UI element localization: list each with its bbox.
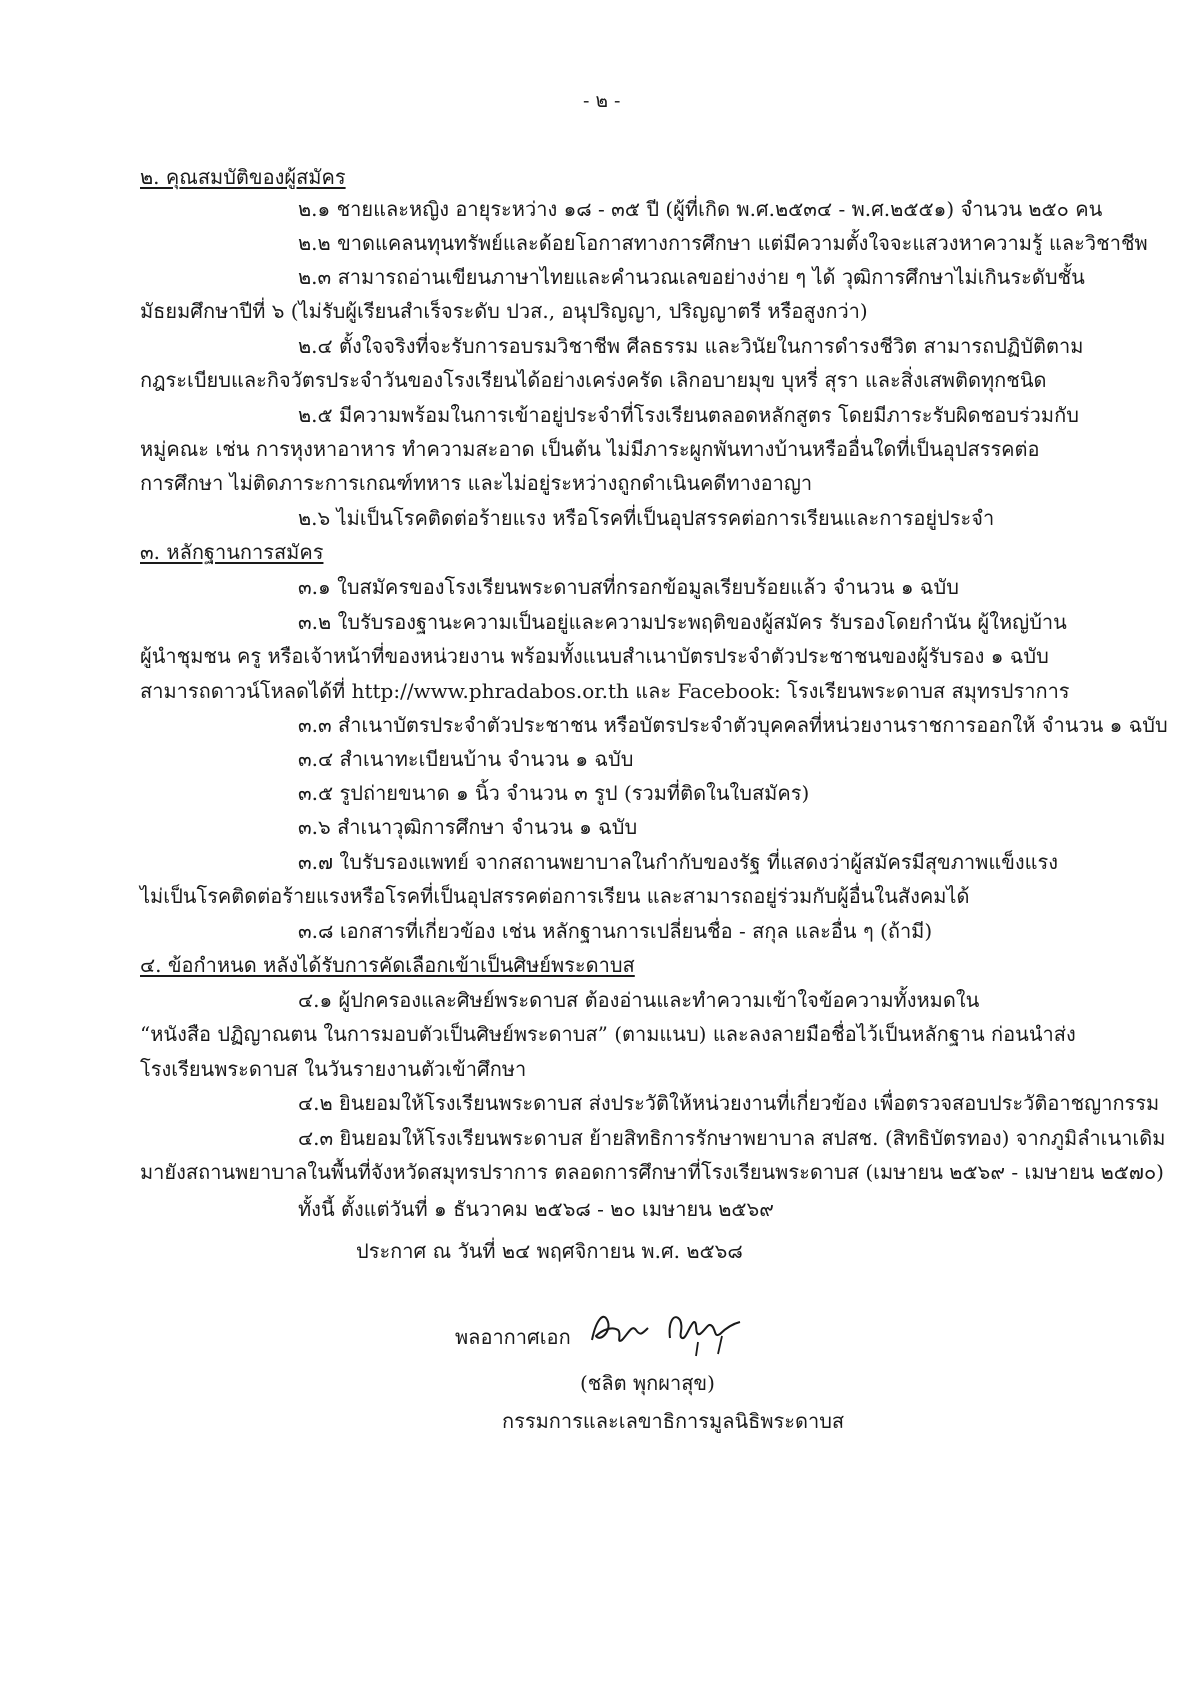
item-3-4: ๓.๔ สำเนาทะเบียนบ้าน จำนวน ๑ ฉบับ bbox=[298, 747, 634, 771]
item-3-2-line3: สามารถดาวน์โหลดได้ที่ http://www.phradabos.or.th และ Facebook: โรงเรียนพระดาบส สมุทรปราการ bbox=[140, 679, 1070, 703]
item-4-3-line1: ๔.๓ ยินยอมให้โรงเรียนพระดาบส ย้ายสิทธิการรักษาพยาบาล สปสช. (สิทธิบัตรทอง) จากภูมิลำเนาเดิม bbox=[298, 1126, 1166, 1150]
item-3-7-line1: ๓.๗ ใบรับรองแพทย์ จากสถานพยาบาลในกำกับของรัฐ ที่แสดงว่าผู้สมัครมีสุขภาพแข็งแรง bbox=[298, 850, 1059, 874]
section-2-heading: ๒. คุณสมบัติของผู้สมัคร bbox=[140, 165, 346, 189]
item-2-5-line3: การศึกษา ไม่ติดภาระการเกณฑ์ทหาร และไม่อยู่ระหว่างถูกดำเนินคดีทางอาญา bbox=[140, 471, 813, 495]
item-2-5-line2: หมู่คณะ เช่น การหุงหาอาหาร ทำความสะอาด เป็นต้น ไม่มีภาระผูกพันทางบ้านหรืออื่นใดที่เป็นอุปสรรคต่อ bbox=[140, 437, 1040, 461]
signatory-rank: พลอากาศเอก bbox=[455, 1325, 571, 1349]
signatory-name: (ชลิต พุกผาสุข) bbox=[580, 1371, 715, 1395]
page-number: - ๒ - bbox=[583, 90, 621, 112]
item-3-7-line2: ไม่เป็นโรคติดต่อร้ายแรงหรือโรคที่เป็นอุปสรรคต่อการเรียน และสามารถอยู่ร่วมกับผู้อื่นในสังคมได้ bbox=[140, 884, 970, 908]
item-3-6: ๓.๖ สำเนาวุฒิการศึกษา จำนวน ๑ ฉบับ bbox=[298, 815, 638, 839]
announcement-date: ประกาศ ณ วันที่ ๒๔ พฤศจิกายน พ.ศ. ๒๕๖๘ bbox=[356, 1239, 743, 1263]
section-4-heading: ๔. ข้อกำหนด หลังได้รับการคัดเลือกเข้าเป็นศิษย์พระดาบส bbox=[140, 953, 635, 977]
item-2-6: ๒.๖ ไม่เป็นโรคติดต่อร้ายแรง หรือโรคที่เป็นอุปสรรคต่อการเรียนและการอยู่ประจำ bbox=[298, 506, 995, 530]
item-4-2: ๔.๒ ยินยอมให้โรงเรียนพระดาบส ส่งประวัติให้หน่วยงานที่เกี่ยวข้อง เพื่อตรวจสอบประวัติอาชญากรรม bbox=[298, 1091, 1160, 1115]
section-3-heading: ๓. หลักฐานการสมัคร bbox=[140, 540, 324, 564]
item-3-2-line1: ๓.๒ ใบรับรองฐานะความเป็นอยู่และความประพฤติของผู้สมัคร รับรองโดยกำนัน ผู้ใหญ่บ้าน bbox=[298, 610, 1067, 634]
announcement-period: ทั้งนี้ ตั้งแต่วันที่ ๑ ธันวาคม ๒๕๖๘ - ๒๐ เมษายน ๒๕๖๙ bbox=[298, 1197, 774, 1221]
item-3-5: ๓.๕ รูปถ่ายขนาด ๑ นิ้ว จำนวน ๓ รูป (รวมที่ติดในใบสมัคร) bbox=[298, 781, 810, 805]
item-2-2: ๒.๒ ขาดแคลนทุนทรัพย์และด้อยโอกาสทางการศึกษา แต่มีความตั้งใจจะแสวงหาความรู้ และวิชาชีพ bbox=[298, 231, 1148, 255]
item-2-1: ๒.๑ ชายและหญิง อายุระหว่าง ๑๘ - ๓๕ ปี (ผู้ที่เกิด พ.ศ.๒๕๓๔ - พ.ศ.๒๕๕๑) จำนวน ๒๕๐ คน bbox=[298, 197, 1103, 221]
item-2-3-line1: ๒.๓ สามารถอ่านเขียนภาษาไทยและคำนวณเลขอย่างง่าย ๆ ได้ วุฒิการศึกษาไม่เกินระดับชั้น bbox=[298, 265, 1085, 289]
item-3-2-line2: ผู้นำชุมชน ครู หรือเจ้าหน้าที่ของหน่วยงาน พร้อมทั้งแนบสำเนาบัตรประจำตัวประชาชนของผู้รับรอง ๑ ฉบับ bbox=[140, 644, 1049, 668]
handwritten-signature bbox=[582, 1300, 772, 1360]
item-3-3: ๓.๓ สำเนาบัตรประจำตัวประชาชน หรือบัตรประจำตัวบุคคลที่หน่วยงานราชการออกให้ จำนวน ๑ ฉบับ bbox=[298, 713, 1168, 737]
item-3-1: ๓.๑ ใบสมัครของโรงเรียนพระดาบสที่กรอกข้อมูลเรียบร้อยแล้ว จำนวน ๑ ฉบับ bbox=[298, 575, 959, 599]
item-4-3-line2: มายังสถานพยาบาลในพื้นที่จังหวัดสมุทรปราการ ตลอดการศึกษาที่โรงเรียนพระดาบส (เมษายน ๒๕๖๙ - เมษายน ๒๕๗๐) bbox=[140, 1160, 1164, 1184]
item-2-4-line1: ๒.๔ ตั้งใจจริงที่จะรับการอบรมวิชาชีพ ศีลธรรม และวินัยในการดำรงชีวิต สามารถปฏิบัติตาม bbox=[298, 334, 1084, 358]
item-2-5-line1: ๒.๕ มีความพร้อมในการเข้าอยู่ประจำที่โรงเรียนตลอดหลักสูตร โดยมีภาระรับผิดชอบร่วมกับ bbox=[298, 403, 1079, 427]
item-2-3-line2: มัธยมศึกษาปีที่ ๖ (ไม่รับผู้เรียนสำเร็จระดับ ปวส., อนุปริญญา, ปริญญาตรี หรือสูงกว่า) bbox=[140, 299, 868, 323]
item-3-8: ๓.๘ เอกสารที่เกี่ยวข้อง เช่น หลักฐานการเปลี่ยนชื่อ - สกุล และอื่น ๆ (ถ้ามี) bbox=[298, 919, 933, 943]
item-2-4-line2: กฎระเบียบและกิจวัตรประจำวันของโรงเรียนได้อย่างเคร่งครัด เลิกอบายมุข บุหรี่ สุรา และสิ่งเสพติดทุกชนิด bbox=[140, 368, 1047, 392]
item-4-1-line2: “หนังสือ ปฏิญาณตน ในการมอบตัวเป็นศิษย์พระดาบส” (ตามแนบ) และลงลายมือชื่อไว้เป็นหลักฐาน ก่อนนำส่ง bbox=[140, 1022, 1076, 1046]
item-4-1-line1: ๔.๑ ผู้ปกครองและศิษย์พระดาบส ต้องอ่านและทำความเข้าใจข้อความทั้งหมดใน bbox=[298, 988, 980, 1012]
item-4-1-line3: โรงเรียนพระดาบส ในวันรายงานตัวเข้าศึกษา bbox=[140, 1057, 527, 1081]
signatory-title: กรรมการและเลขาธิการมูลนิธิพระดาบส bbox=[502, 1409, 845, 1433]
